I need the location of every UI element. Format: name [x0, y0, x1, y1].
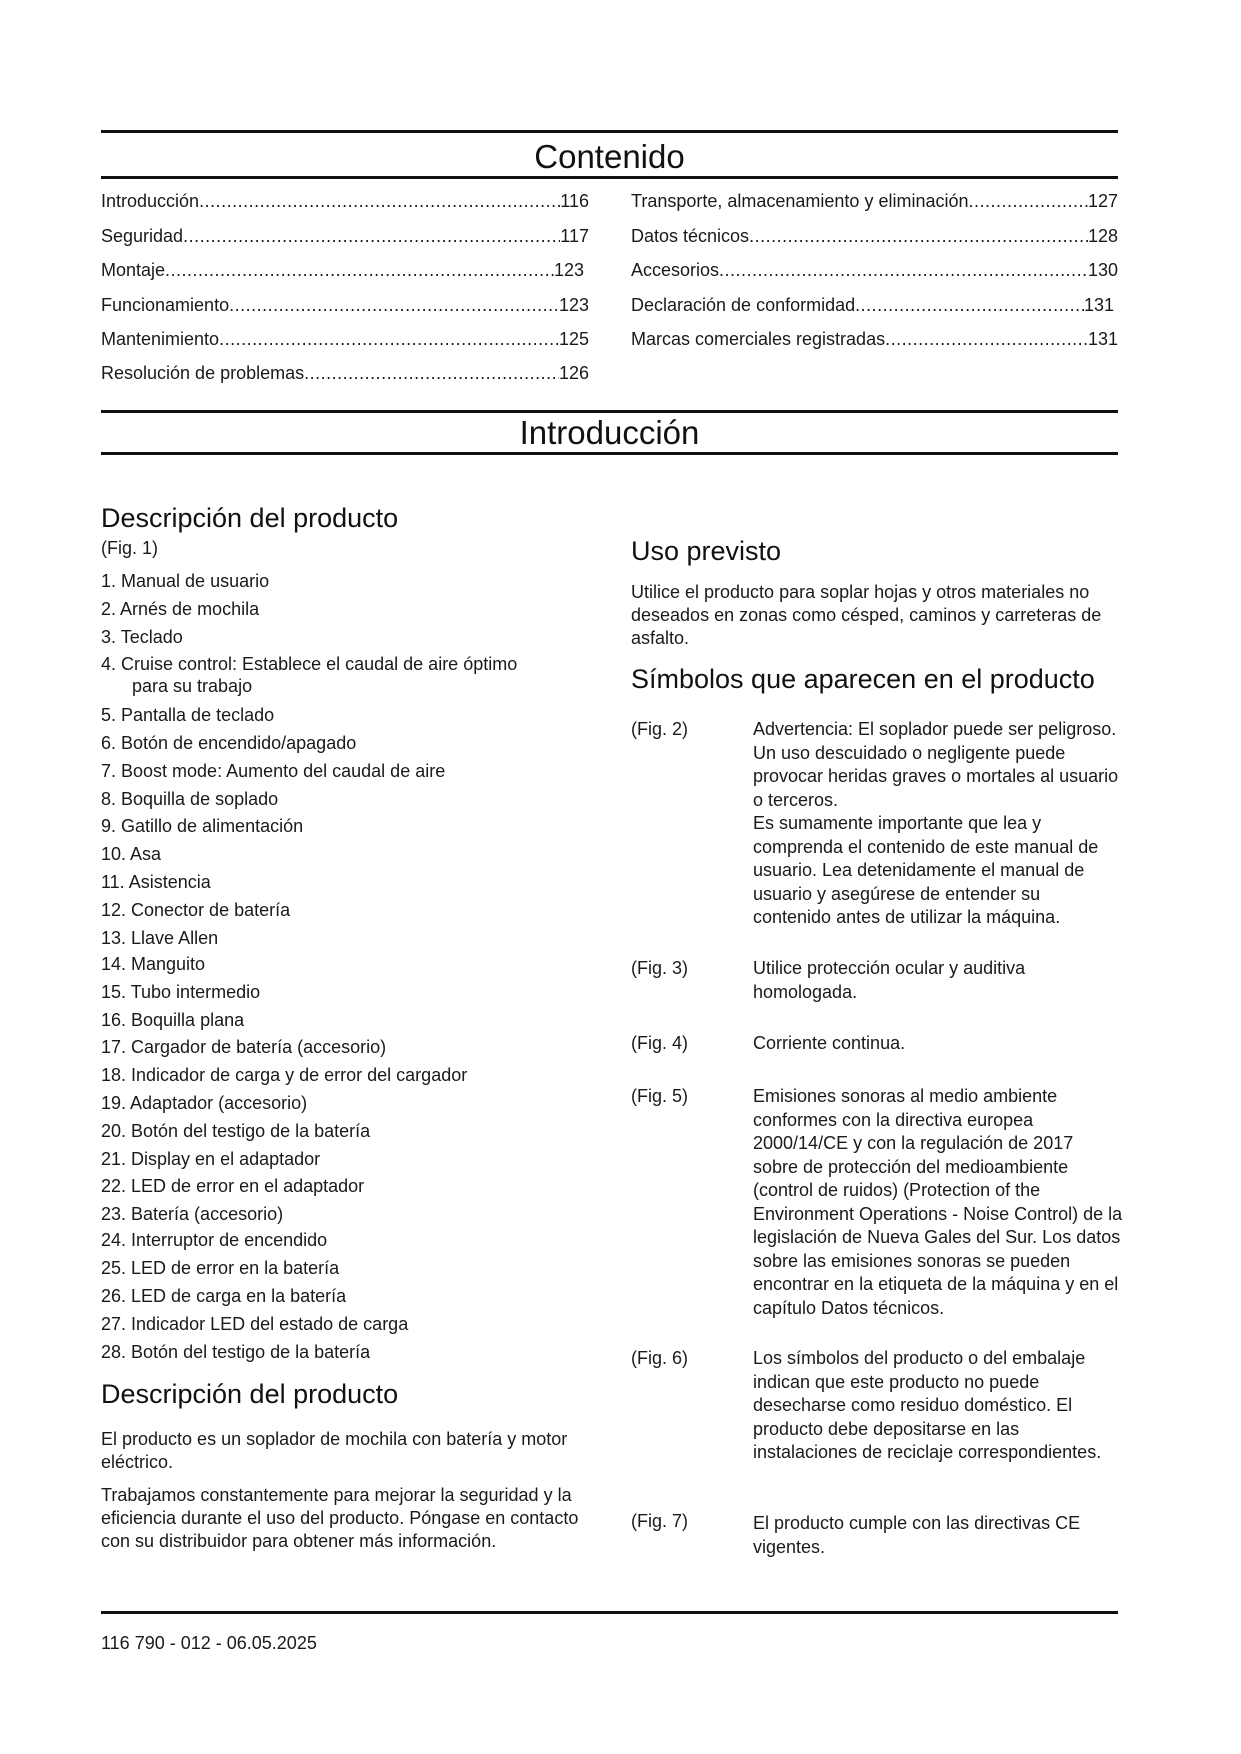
footer-doc-id: 116 790 - 012 - 06.05.2025: [101, 1633, 317, 1653]
list-item: 5. Pantalla de teclado: [101, 705, 275, 725]
fig-4-label: (Fig. 4): [631, 1033, 689, 1053]
toc-entry-funcionamiento[interactable]: Funcionamiento ..... 123: [101, 294, 589, 316]
list-item: 25. LED de error en la batería: [101, 1258, 340, 1278]
list-item: 16. Boquilla plana: [101, 1010, 245, 1030]
toc-entry-declaracion[interactable]: Declaración de conformidad ..... 131: [631, 294, 1114, 316]
list-item: 21. Display en el adaptador: [101, 1149, 321, 1169]
intro-top-rule: [101, 410, 1118, 413]
toc-entry-seguridad[interactable]: Seguridad ..... 117: [101, 225, 589, 247]
list-item: 19. Adaptador (accesorio): [101, 1093, 308, 1113]
fig-1-ref: (Fig. 1): [101, 538, 159, 558]
list-item: 7. Boost mode: Aumento del caudal de aire: [101, 761, 446, 781]
list-item: 13. Llave Allen: [101, 928, 219, 948]
toc-entry-datos-tecnicos[interactable]: Datos técnicos ..... 128: [631, 225, 1118, 247]
intro-bottom-rule: [101, 452, 1118, 455]
list-item: 23. Batería (accesorio): [101, 1204, 284, 1224]
fig-6-label: (Fig. 6): [631, 1348, 689, 1368]
toc-entry-transporte[interactable]: Transporte, almacenamiento y eliminación ..... 127: [631, 190, 1118, 212]
list-item: 20. Botón del testigo de la batería: [101, 1121, 371, 1141]
list-item: 1. Manual de usuario: [101, 571, 270, 591]
fig-7-text: El producto cumple con las directivas CE vigentes.: [753, 1513, 1081, 1557]
fig-2-label: (Fig. 2): [631, 719, 689, 739]
list-item: 9. Gatillo de alimentación: [101, 816, 304, 836]
fig-6-text: Los símbolos del producto o del embalaje indican que este producto no puede desecharse como residuo doméstico. El producto debe depositarse en las instalaciones de reciclaje correspondientes.: [753, 1348, 1102, 1462]
fig-2-text: Advertencia: El soplador puede ser peligroso. Un uso descuidado o negligente puede provocar heridas graves o mortales al usuario o terceros. Es sumamente importante que lea y comprenda el contenido de este manual de usuario. Lea detenidamente el manual de usuario y asegúrese de entender su contenido antes de utilizar la máquina.: [753, 719, 1119, 927]
list-item: 15. Tubo intermedio: [101, 982, 261, 1002]
list-item: 10. Asa: [101, 844, 162, 864]
list-item: 12. Conector de batería: [101, 900, 291, 920]
toc-entry-marcas[interactable]: Marcas comerciales registradas ..... 131: [631, 328, 1118, 350]
fig-3-label: (Fig. 3): [631, 958, 689, 978]
footer-rule: [101, 1611, 1118, 1614]
toc-entry-introduccion[interactable]: Introducción ..... 116: [101, 190, 589, 212]
list-item: 14. Manguito: [101, 954, 206, 974]
product-description-2-p1: El producto es un soplador de mochila con batería y motor eléctrico.: [101, 1429, 568, 1472]
intro-title: Introducción: [519, 414, 700, 451]
fig-5-text: Emisiones sonoras al medio ambiente conformes con la directiva europea 2000/14/CE y con la regulación de 2017 sobre de protección del medioambiente (control de ruidos) (Protection of the Environment Operations - Noise Control) de la legislación de Nueva Gales del Sur. Los datos sobre las emisiones sonoras se pueden encontrar en la etiqueta de la máquina y en el capítulo Datos técnicos.: [753, 1086, 1123, 1318]
list-item: 28. Botón del testigo de la batería: [101, 1342, 371, 1362]
list-item: 4. Cruise control: Establece el caudal de aire óptimo para su trabajo: [101, 654, 518, 696]
intended-use-text: Utilice el producto para soplar hojas y otros materiales no deseados en zonas como césped, caminos y carreteras de asfalto.: [631, 582, 1102, 648]
list-item: 17. Cargador de batería (accesorio): [101, 1037, 387, 1057]
contents-title: Contenido: [534, 138, 685, 175]
list-item: 26. LED de carga en la batería: [101, 1286, 347, 1306]
list-item: 22. LED de error en el adaptador: [101, 1176, 365, 1196]
list-item: 24. Interruptor de encendido: [101, 1230, 328, 1250]
product-description-2-p2: Trabajamos constantemente para mejorar la seguridad y la eficiencia durante el uso del producto. Póngase en contacto con su distribuidor para obtener más información.: [101, 1485, 579, 1551]
top-rule: [101, 130, 1118, 133]
toc-entry-accesorios[interactable]: Accesorios ..... 130: [631, 259, 1118, 281]
list-item: 6. Botón de encendido/apagado: [101, 733, 357, 753]
product-description-heading: Descripción del producto: [101, 503, 399, 533]
contents-rule: [101, 176, 1118, 179]
toc-entry-mantenimiento[interactable]: Mantenimiento ..... 125: [101, 328, 589, 350]
list-item: 2. Arnés de mochila: [101, 599, 260, 619]
fig-7-label: (Fig. 7): [631, 1511, 689, 1531]
list-item: 8. Boquilla de soplado: [101, 789, 279, 809]
list-item: 3. Teclado: [101, 627, 183, 647]
toc-entry-resolucion[interactable]: Resolución de problemas ..... 126: [101, 362, 589, 384]
list-item: 18. Indicador de carga y de error del cargador: [101, 1065, 468, 1085]
fig-4-text: Corriente continua.: [753, 1033, 906, 1053]
symbols-heading: Símbolos que aparecen en el producto: [631, 664, 1095, 694]
fig-3-text: Utilice protección ocular y auditiva homologada.: [753, 958, 1026, 1002]
list-item: 27. Indicador LED del estado de carga: [101, 1314, 409, 1334]
fig-5-label: (Fig. 5): [631, 1086, 689, 1106]
toc-entry-montaje[interactable]: Montaje ..... 123: [101, 259, 584, 281]
list-item: 11. Asistencia: [101, 872, 211, 892]
intended-use-heading: Uso previsto: [631, 536, 782, 566]
product-description-2-heading: Descripción del producto: [101, 1379, 399, 1409]
